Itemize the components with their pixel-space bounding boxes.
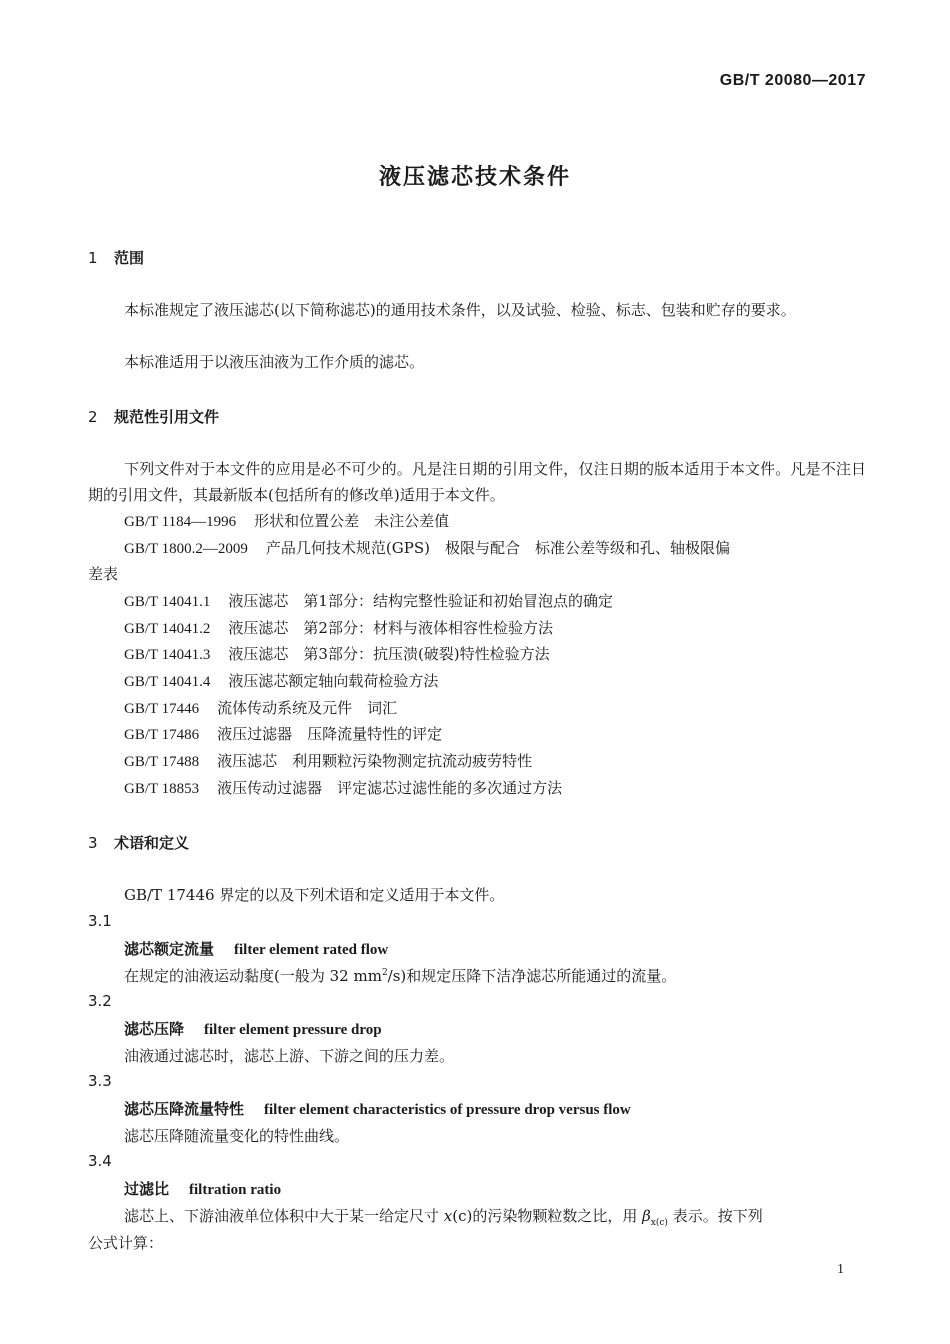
- reference-title: 液压滤芯 第3部分：抗压溃(破裂)特性检验方法: [228, 645, 550, 663]
- definition-text: (c)的污染物颗粒数之比，用: [452, 1207, 643, 1225]
- reference-title-continuation: 差表: [88, 565, 119, 583]
- clause-number: 3.1: [88, 912, 112, 930]
- section-1-paragraph-2: [88, 349, 866, 375]
- definition-text: 表示。按下列: [667, 1207, 763, 1225]
- reference-code: GB/T 14041.2: [124, 621, 211, 637]
- section-3-heading: [88, 832, 189, 853]
- symbol-beta: β: [642, 1207, 651, 1225]
- reference-title: 液压传动过滤器 评定滤芯过滤性能的多次通过方法: [217, 779, 563, 797]
- reference-title: 液压滤芯 利用颗粒污染物测定抗流动疲劳特性: [217, 752, 533, 770]
- paragraph-text: 下列文件对于本文件的应用是必不可少的。凡是注日期的引用文件，仅注日期的版本适用于本文件。凡是不注日期的引用文件，其最新版本(包括所有的修改单)适用于本文件。: [88, 460, 866, 504]
- section-number: 3: [88, 834, 98, 852]
- reference-item: [124, 537, 730, 558]
- reference-title: 液压过滤器 压降流量特性的评定: [217, 725, 443, 743]
- definition-text: 滤芯上、下游油液单位体积中大于某一给定尺寸: [124, 1207, 444, 1225]
- term-definition: [124, 965, 676, 986]
- reference-title: 液压滤芯额定轴向载荷检验方法: [228, 672, 439, 690]
- clause-number: 3.3: [88, 1072, 112, 1090]
- reference-title: 产品几何技术规范(GPS) 极限与配合 标准公差等级和孔、轴极限偏: [265, 539, 730, 557]
- clause-number: 3.4: [88, 1152, 112, 1170]
- reference-title: 液压滤芯 第1部分：结构完整性验证和初始冒泡点的确定: [228, 592, 613, 610]
- reference-code: GB/T 17486: [124, 727, 200, 743]
- paragraph-text: 本标准规定了液压滤芯(以下简称滤芯)的通用技术条件，以及试验、检验、标志、包装和贮存的要求。: [124, 301, 796, 319]
- reference-item: [124, 723, 442, 744]
- term-heading: [124, 1098, 631, 1119]
- reference-code: GB/T 1800.2—2009: [124, 541, 248, 557]
- reference-code: GB/T 17446: [124, 701, 200, 717]
- page-number: 1: [837, 1262, 844, 1277]
- reference-code: GB/T 14041.3: [124, 647, 211, 663]
- term-chinese: 滤芯额定流量: [124, 940, 215, 958]
- reference-code: GB/T 14041.4: [124, 674, 211, 690]
- term-chinese: 滤芯压降: [124, 1020, 185, 1038]
- section-title: 术语和定义: [114, 834, 190, 852]
- section-2-heading: [88, 406, 219, 427]
- reference-title: 流体传动系统及元件 词汇: [217, 699, 398, 717]
- reference-title: 形状和位置公差 未注公差值: [254, 512, 450, 530]
- paragraph-text: 本标准适用于以液压油液为工作介质的滤芯。: [124, 353, 425, 371]
- term-heading: [124, 1178, 281, 1199]
- section-3-intro: GB/T 17446 界定的以及下列术语和定义适用于本文件。: [124, 886, 505, 904]
- reference-item: [124, 670, 438, 691]
- section-1-heading: [88, 247, 144, 268]
- term-english: filter element rated flow: [234, 942, 389, 958]
- term-definition-continuation: 公式计算：: [88, 1234, 164, 1252]
- reference-code: GB/T 1184—1996: [124, 514, 237, 530]
- clause-number: 3.2: [88, 992, 112, 1010]
- term-english: filter element pressure drop: [204, 1022, 382, 1038]
- subscript: x(c): [650, 1218, 668, 1228]
- term-definition: 滤芯压降随流量变化的特性曲线。: [124, 1127, 350, 1145]
- reference-code: GB/T 14041.1: [124, 594, 211, 610]
- variable-x: x: [443, 1207, 453, 1225]
- reference-item: [124, 697, 397, 718]
- section-2-intro: [88, 456, 866, 508]
- term-chinese: 过滤比: [124, 1180, 170, 1198]
- section-number: 2: [88, 408, 98, 426]
- definition-text: 在规定的油液运动黏度(一般为 32 mm: [124, 967, 382, 985]
- reference-item: [124, 643, 550, 664]
- term-chinese: 滤芯压降流量特性: [124, 1100, 245, 1118]
- standard-number: GB/T 20080—2017: [719, 72, 866, 89]
- section-number: 1: [88, 249, 98, 267]
- reference-item: [124, 617, 553, 638]
- reference-code: GB/T 17488: [124, 754, 200, 770]
- reference-title: 液压滤芯 第2部分：材料与液体相容性检验方法: [228, 619, 553, 637]
- document-title: 液压滤芯技术条件: [378, 165, 571, 190]
- reference-item: [124, 777, 562, 798]
- reference-code: GB/T 18853: [124, 781, 200, 797]
- term-definition: [124, 1205, 763, 1228]
- section-1-paragraph-1: [88, 297, 866, 323]
- reference-item: [124, 750, 532, 771]
- definition-text: /s)和规定压降下洁净滤芯所能通过的流量。: [387, 967, 677, 985]
- term-english: filtration ratio: [189, 1182, 282, 1198]
- term-heading: [124, 1018, 382, 1039]
- term-definition: 油液通过滤芯时，滤芯上游、下游之间的压力差。: [124, 1047, 455, 1065]
- superscript: 2: [381, 968, 388, 978]
- term-heading: [124, 938, 388, 959]
- reference-item: [124, 590, 613, 611]
- section-title: 范围: [114, 249, 145, 267]
- term-english: filter element characteristics of pressure drop versus flow: [264, 1102, 631, 1118]
- section-title: 规范性引用文件: [114, 408, 220, 426]
- reference-item: [124, 510, 449, 531]
